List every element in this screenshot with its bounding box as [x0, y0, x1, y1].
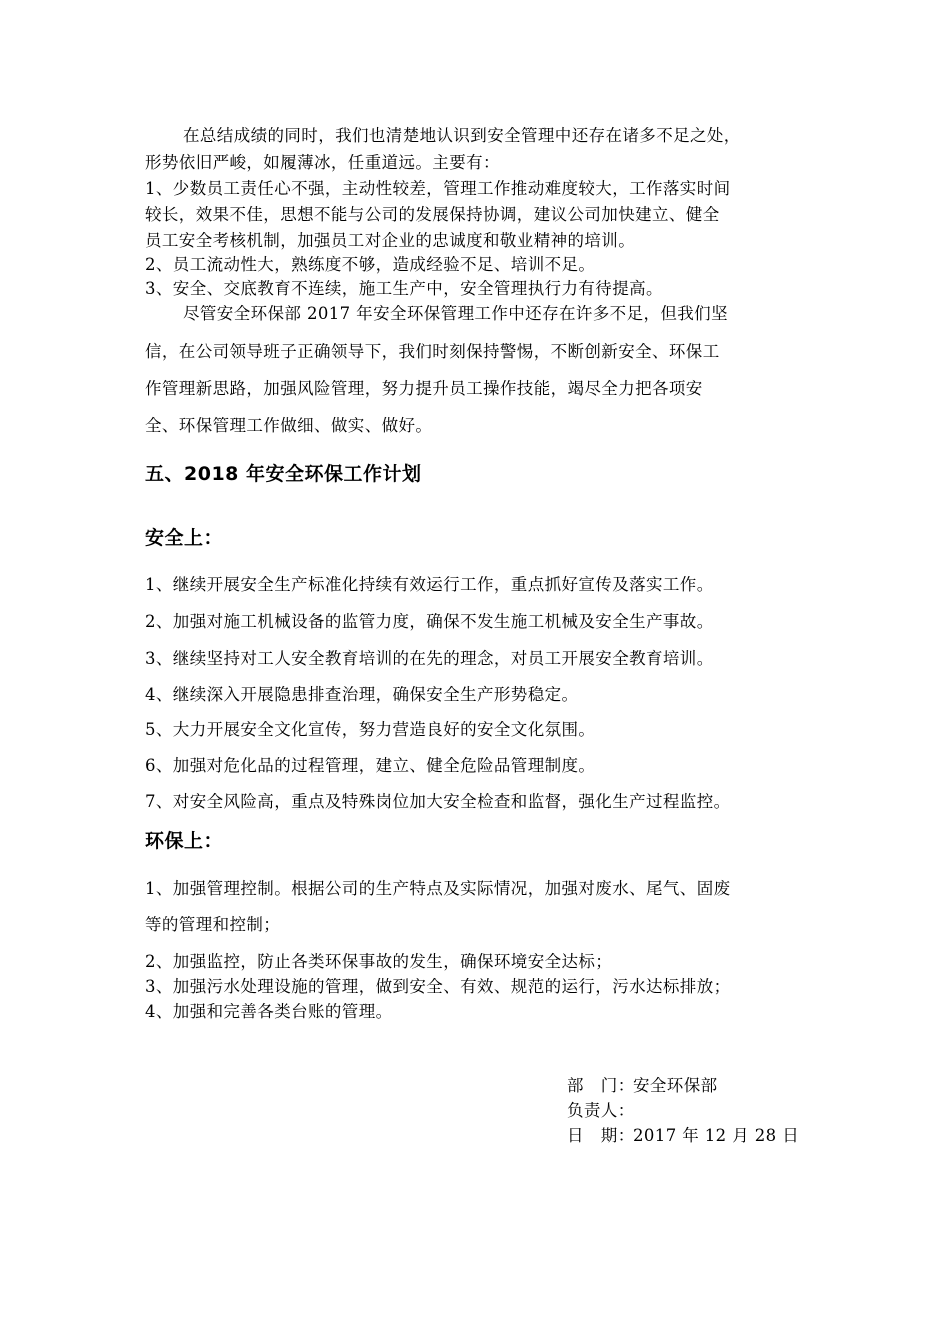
signature-date: [567, 1126, 799, 1146]
safety-heading: 安全上：: [145, 527, 224, 549]
env-item-4: 4、加强和完善各类台账的管理。: [145, 1002, 393, 1021]
intro-paragraph-line: 在总结成绩的同时，我们也清楚地认识到安全管理中还存在诸多不足之处，: [183, 126, 741, 145]
safety-item: 3、继续坚持对工人安全教育培训的在先的理念，对员工开展安全教育培训。: [145, 649, 714, 668]
issue-item-1-line: 员工安全考核机制，加强员工对企业的忠诚度和敬业精神的培训。: [145, 231, 636, 250]
env-item-1-line: 1、加强管理控制。根据公司的生产特点及实际情况，加强对废水、尾气、固废: [145, 879, 731, 898]
signature-department: [567, 1076, 718, 1096]
section-title: 五、2018 年安全环保工作计划: [145, 463, 422, 485]
env-item-3: 3、加强污水处理设施的管理，做到安全、有效、规范的运行，污水达标排放；: [145, 977, 731, 996]
issue-item-1-line: 1、少数员工责任心不强，主动性较差，管理工作推动难度较大，工作落实时间: [145, 179, 731, 198]
date-label: 日 期：: [567, 1126, 635, 1145]
safety-item: 7、对安全风险高，重点及特殊岗位加大安全检查和监督，强化生产过程监控。: [145, 792, 731, 811]
closing-paragraph-line: 信，在公司领导班子正确领导下，我们时刻保持警惕，不断创新安全、环保工: [145, 342, 720, 361]
safety-item: 6、加强对危化品的过程管理，建立、健全危险品管理制度。: [145, 756, 596, 775]
department-label: 部 门：: [567, 1076, 635, 1095]
closing-paragraph-line: 全、环保管理工作做细、做实、做好。: [145, 416, 433, 435]
safety-item: 4、继续深入开展隐患排查治理，确保安全生产形势稳定。: [145, 685, 579, 704]
person-label: 负责人：: [567, 1101, 635, 1120]
intro-paragraph-line: 形势依旧严峻，如履薄冰，任重道远。主要有：: [145, 153, 500, 172]
env-item-1-line: 等的管理和控制；: [145, 915, 281, 934]
env-item-2: 2、加强监控，防止各类环保事故的发生，确保环境安全达标；: [145, 952, 613, 971]
closing-paragraph-line: 作管理新思路，加强风险管理，努力提升员工操作技能，竭尽全力把各项安: [145, 379, 703, 398]
date-value: 2017 年 12 月 28 日: [633, 1126, 800, 1145]
issue-item-3: 3、安全、交底教育不连续，施工生产中，安全管理执行力有待提高。: [145, 279, 663, 298]
safety-item: 5、大力开展安全文化宣传，努力营造良好的安全文化氛围。: [145, 720, 596, 739]
department-value: 安全环保部: [633, 1076, 718, 1095]
closing-paragraph-line: 尽管安全环保部 2017 年安全环保管理工作中还存在许多不足，但我们坚: [183, 304, 728, 323]
issue-item-1-line: 较长，效果不佳，思想不能与公司的发展保持协调，建议公司加快建立、健全: [145, 205, 720, 224]
env-heading: 环保上：: [145, 830, 224, 852]
safety-item: 2、加强对施工机械设备的监管力度，确保不发生施工机械及安全生产事故。: [145, 612, 714, 631]
signature-person: [567, 1101, 633, 1121]
issue-item-2: 2、员工流动性大，熟练度不够，造成经验不足、培训不足。: [145, 255, 596, 274]
safety-item: 1、继续开展安全生产标准化持续有效运行工作，重点抓好宣传及落实工作。: [145, 575, 714, 594]
